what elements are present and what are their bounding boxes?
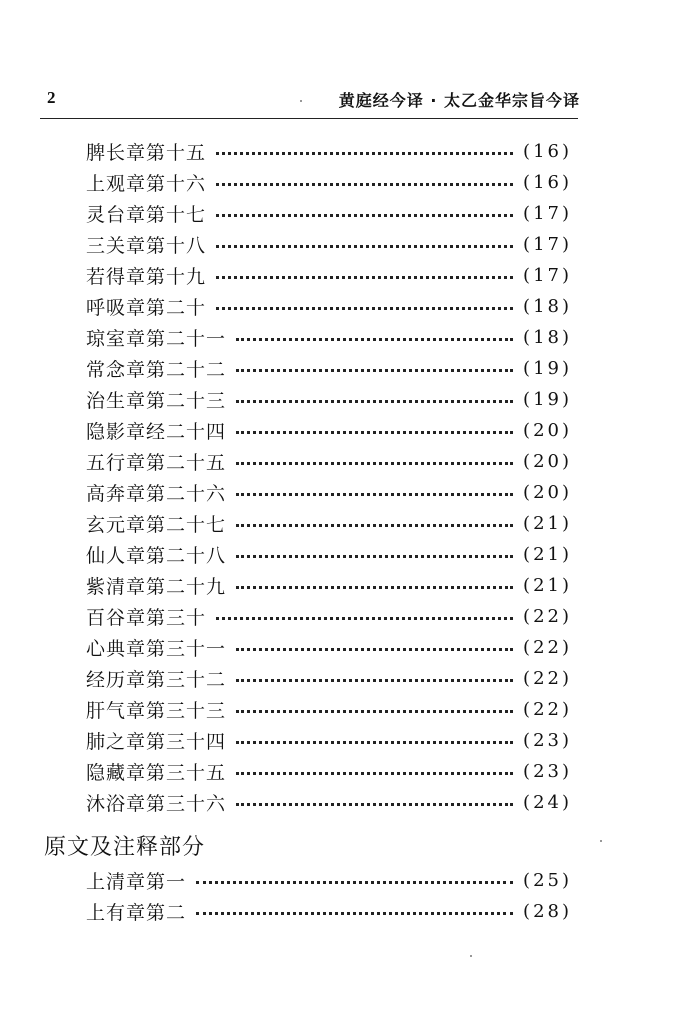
toc-entry[interactable] <box>86 866 572 894</box>
toc-entry-page: (21) <box>523 543 572 565</box>
scan-speck <box>600 840 602 842</box>
dot-leader <box>196 881 513 884</box>
dot-leader <box>196 912 513 915</box>
toc-entry[interactable] <box>86 447 572 475</box>
toc-entry-title: 肝气章第三十三 <box>86 699 227 722</box>
dot-leader <box>236 338 513 341</box>
dot-leader <box>236 400 513 403</box>
toc-entry-page: (23) <box>523 760 572 782</box>
toc-entry-page: (21) <box>523 512 572 534</box>
toc-entry-page: (19) <box>523 357 572 379</box>
toc-entry[interactable] <box>86 323 572 351</box>
toc-entry-page: (16) <box>523 171 572 193</box>
dot-leader <box>236 555 513 558</box>
scan-speck <box>470 955 472 957</box>
dot-leader <box>236 431 513 434</box>
toc-entry-title: 常念章第二十二 <box>86 358 227 381</box>
scan-speck <box>300 100 302 102</box>
toc-entry-page: (21) <box>523 574 572 596</box>
dot-leader <box>216 245 513 248</box>
toc-entry-title: 百谷章第三十 <box>86 606 207 629</box>
toc-entry-title: 沐浴章第三十六 <box>86 792 227 815</box>
toc-entry[interactable] <box>86 137 572 165</box>
dot-leader <box>236 741 513 744</box>
dot-leader <box>236 462 513 465</box>
toc-entry[interactable] <box>86 633 572 661</box>
toc-entry[interactable] <box>86 897 572 925</box>
toc-entry[interactable] <box>86 261 572 289</box>
toc-entry[interactable] <box>86 292 572 320</box>
toc-entry-title: 脾长章第十五 <box>86 141 207 164</box>
toc-entry-page: (22) <box>523 667 572 689</box>
dot-leader <box>236 679 513 682</box>
toc-entry[interactable] <box>86 354 572 382</box>
toc-entry-page: (20) <box>523 481 572 503</box>
toc-entry[interactable] <box>86 199 572 227</box>
toc-entry-title: 上有章第二 <box>86 901 187 924</box>
dot-leader <box>236 648 513 651</box>
toc-entry-page: (17) <box>523 202 572 224</box>
toc-entry-page: (24) <box>523 791 572 813</box>
dot-leader <box>216 214 513 217</box>
toc-entry-title: 呼吸章第二十 <box>86 296 207 319</box>
toc-entry-page: (20) <box>523 419 572 441</box>
dot-leader <box>216 152 513 155</box>
toc-entry[interactable] <box>86 571 572 599</box>
toc-entry-title: 玄元章第二十七 <box>86 513 227 536</box>
toc-entry-title: 五行章第二十五 <box>86 451 227 474</box>
toc-entry[interactable] <box>86 478 572 506</box>
toc-entry-title: 高奔章第二十六 <box>86 482 227 505</box>
dot-leader <box>236 772 513 775</box>
toc-entry-title: 灵台章第十七 <box>86 203 207 226</box>
toc-entry-title: 三关章第十八 <box>86 234 207 257</box>
toc-entry-page: (19) <box>523 388 572 410</box>
running-title: 黄庭经今译 · 太乙金华宗旨今译 <box>338 91 580 110</box>
toc-entry-title: 治生章第二十三 <box>86 389 227 412</box>
toc-entry[interactable] <box>86 230 572 258</box>
dot-leader <box>236 803 513 806</box>
toc-entry[interactable] <box>86 664 572 692</box>
toc-entry-page: (18) <box>523 295 572 317</box>
toc-entry-title: 上清章第一 <box>86 870 187 893</box>
toc-entry-page: (16) <box>523 140 572 162</box>
toc-entry[interactable] <box>86 726 572 754</box>
toc-entry-title: 紫清章第二十九 <box>86 575 227 598</box>
header-rule <box>40 118 578 119</box>
toc-entry[interactable] <box>86 416 572 444</box>
toc-entry[interactable] <box>86 602 572 630</box>
toc-entry-title: 琼室章第二十一 <box>86 327 227 350</box>
toc-entry[interactable] <box>86 540 572 568</box>
toc-entry-page: (17) <box>523 233 572 255</box>
toc-entry-page: (28) <box>523 900 572 922</box>
dot-leader <box>216 276 513 279</box>
toc-entry-page: (22) <box>523 636 572 658</box>
toc-entry[interactable] <box>86 509 572 537</box>
dot-leader <box>236 710 513 713</box>
toc-entry-page: (25) <box>523 869 572 891</box>
toc-entry-title: 若得章第十九 <box>86 265 207 288</box>
toc-entry-title: 隐藏章第三十五 <box>86 761 227 784</box>
dot-leader <box>236 524 513 527</box>
dot-leader <box>236 369 513 372</box>
dot-leader <box>236 586 513 589</box>
section-heading: 原文及注释部分 <box>44 835 206 860</box>
toc-entry-title: 肺之章第三十四 <box>86 730 227 753</box>
toc-entry-page: (17) <box>523 264 572 286</box>
toc-entry[interactable] <box>86 385 572 413</box>
toc-entry-title: 隐影章经二十四 <box>86 420 227 443</box>
toc-entry-page: (22) <box>523 698 572 720</box>
toc-entry-title: 心典章第三十一 <box>86 637 227 660</box>
toc-entry-page: (20) <box>523 450 572 472</box>
toc-entry-page: (23) <box>523 729 572 751</box>
toc-entry-page: (22) <box>523 605 572 627</box>
toc-entry-title: 仙人章第二十八 <box>86 544 227 567</box>
page-number: 2 <box>47 88 56 107</box>
toc-entry-page: (18) <box>523 326 572 348</box>
dot-leader <box>216 617 513 620</box>
toc-entry[interactable] <box>86 695 572 723</box>
dot-leader <box>216 183 513 186</box>
toc-entry[interactable] <box>86 168 572 196</box>
dot-leader <box>216 307 513 310</box>
toc-entry-title: 上观章第十六 <box>86 172 207 195</box>
dot-leader <box>236 493 513 496</box>
toc-entry-title: 经历章第三十二 <box>86 668 227 691</box>
toc-entry[interactable] <box>86 788 572 816</box>
toc-entry[interactable] <box>86 757 572 785</box>
